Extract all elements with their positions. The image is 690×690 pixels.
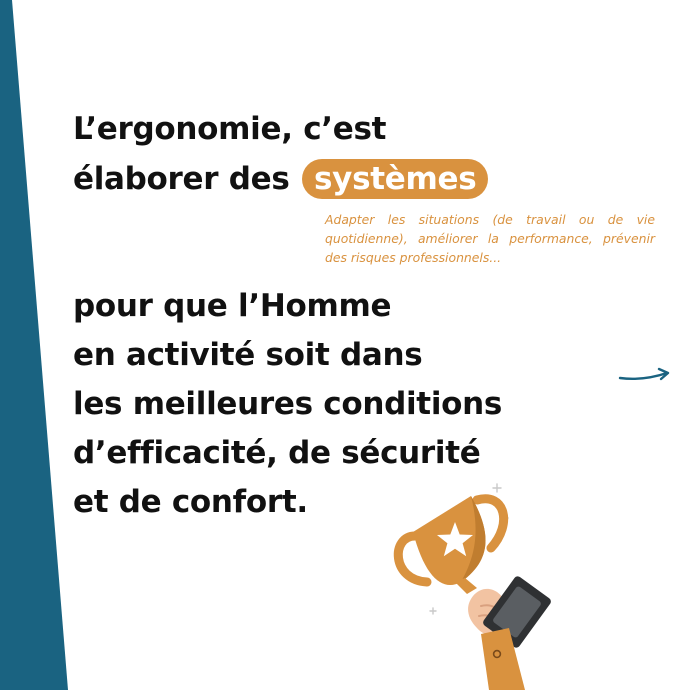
headline-line-1: L’ergonomie, c’est xyxy=(73,111,387,147)
body-line: et de confort. xyxy=(73,484,308,520)
headline-line-2 xyxy=(73,154,488,204)
body-line: pour que l’Homme xyxy=(73,288,392,324)
body-line: d’efficacité, de sécurité xyxy=(73,435,481,471)
highlight-badge: systèmes xyxy=(302,159,488,199)
annotation-note: Adapter les situations (de travail ou de vie quotidienne), améliorer la performance, prévenir des risques professionnels... xyxy=(325,212,655,265)
arrow-right-icon[interactable] xyxy=(618,364,674,388)
headline-prefix: élaborer des xyxy=(73,161,290,197)
body-line: en activité soit dans xyxy=(73,337,423,373)
side-band xyxy=(0,0,70,690)
headline xyxy=(73,104,488,204)
trophy-illustration xyxy=(385,478,585,690)
body-line: les meilleures conditions xyxy=(73,386,503,422)
